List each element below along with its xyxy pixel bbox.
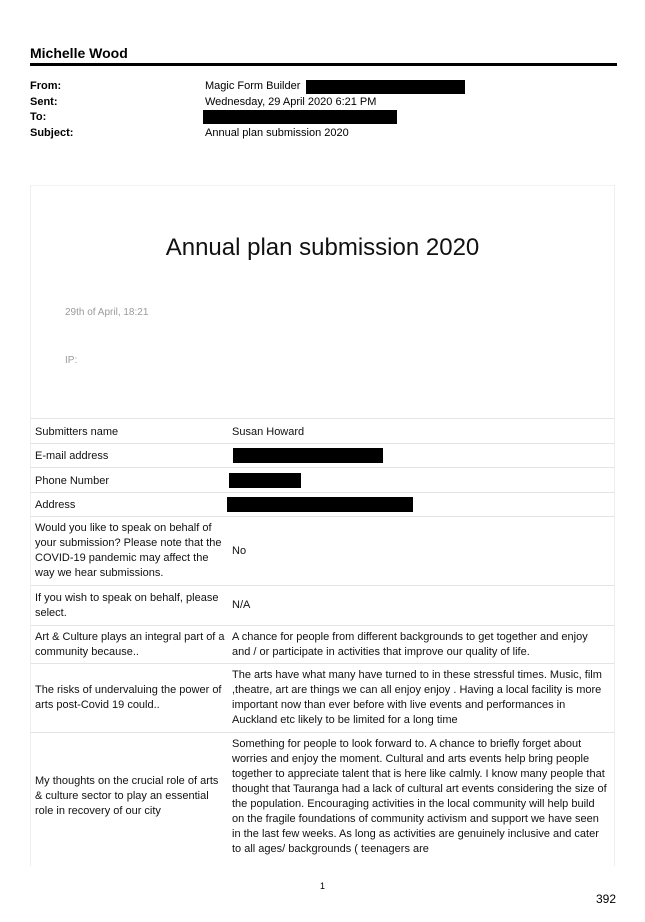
field-label: Phone Number <box>35 475 109 487</box>
field-row <box>31 625 614 663</box>
sender-rule <box>30 63 617 66</box>
field-row <box>31 663 614 732</box>
redaction-bar <box>233 448 383 463</box>
field-row <box>31 443 614 467</box>
subject-value: Annual plan submission 2020 <box>205 127 349 139</box>
from-label: From: <box>30 80 62 92</box>
field-row <box>31 732 614 866</box>
field-row <box>31 418 614 443</box>
field-row <box>31 492 614 516</box>
form-title: Annual plan submission 2020 <box>165 234 480 261</box>
field-value: No <box>232 545 247 557</box>
sent-value: Wednesday, 29 April 2020 6:21 PM <box>205 96 377 108</box>
redaction-bar <box>227 497 413 512</box>
field-label: The risks of undervaluing the power of arts post-Covid 19 could.. <box>35 684 222 711</box>
form-timestamp: 29th of April, 18:21 <box>65 307 149 318</box>
field-row <box>31 585 614 625</box>
redaction-bar <box>203 110 397 124</box>
form-card <box>30 185 615 866</box>
redaction-bar <box>229 473 301 488</box>
redaction-bar <box>306 80 465 94</box>
field-label: Address <box>35 499 76 511</box>
field-label: Would you like to speak on behalf of your submission? Please note that the COVID-19 pandemic may affect the way we hear submissions. <box>35 522 222 579</box>
sent-label: Sent: <box>30 96 58 108</box>
field-label: If you wish to speak on behalf, please select. <box>35 592 219 619</box>
page-number: 1 <box>319 881 325 891</box>
sender-name: Michelle Wood <box>30 45 128 61</box>
field-label: Submitters name <box>35 426 119 438</box>
field-value: The arts have what many have turned to in these stressful times. Music, film ,theatre, art are things we can all enjoy enjoy . Having a local facility is more important now than ever before with live events and performances in Auckland etc likely to be limited for a long time <box>232 669 602 726</box>
field-value: A chance for people from different backgrounds to get together and enjoy and / or participate in activities that improve our quality of life. <box>232 631 588 658</box>
field-label: E-mail address <box>35 450 109 462</box>
from-value: Magic Form Builder <box>205 80 301 92</box>
field-row <box>31 467 614 492</box>
field-value: Something for people to look forward to. A chance to briefly forget about worries and enjoy the moment. Cultural and arts events help bring people together to appreciate talent that is here like calmly. I know many people that thought that Tauranga had a lack of cultural art events considering the size of the population. Encouraging activities in the local community will help build on the fragile foundations of community activism and support we have seen in the last few weeks. As long as activities are genuinely inclusive and cater to all ages/ backgrounds ( teenagers are <box>232 738 607 855</box>
document-stamp-number: 392 <box>596 892 617 906</box>
to-label: To: <box>30 111 47 123</box>
field-label: My thoughts on the crucial role of arts & culture sector to play an essential role in recovery of our city <box>35 775 219 817</box>
field-value: Susan Howard <box>232 426 305 438</box>
ip-label: IP: <box>65 355 78 366</box>
field-row <box>31 516 614 585</box>
subject-label: Subject: <box>30 127 74 139</box>
field-value: N/A <box>232 599 251 611</box>
field-label: Art & Culture plays an integral part of a community because.. <box>35 631 225 658</box>
